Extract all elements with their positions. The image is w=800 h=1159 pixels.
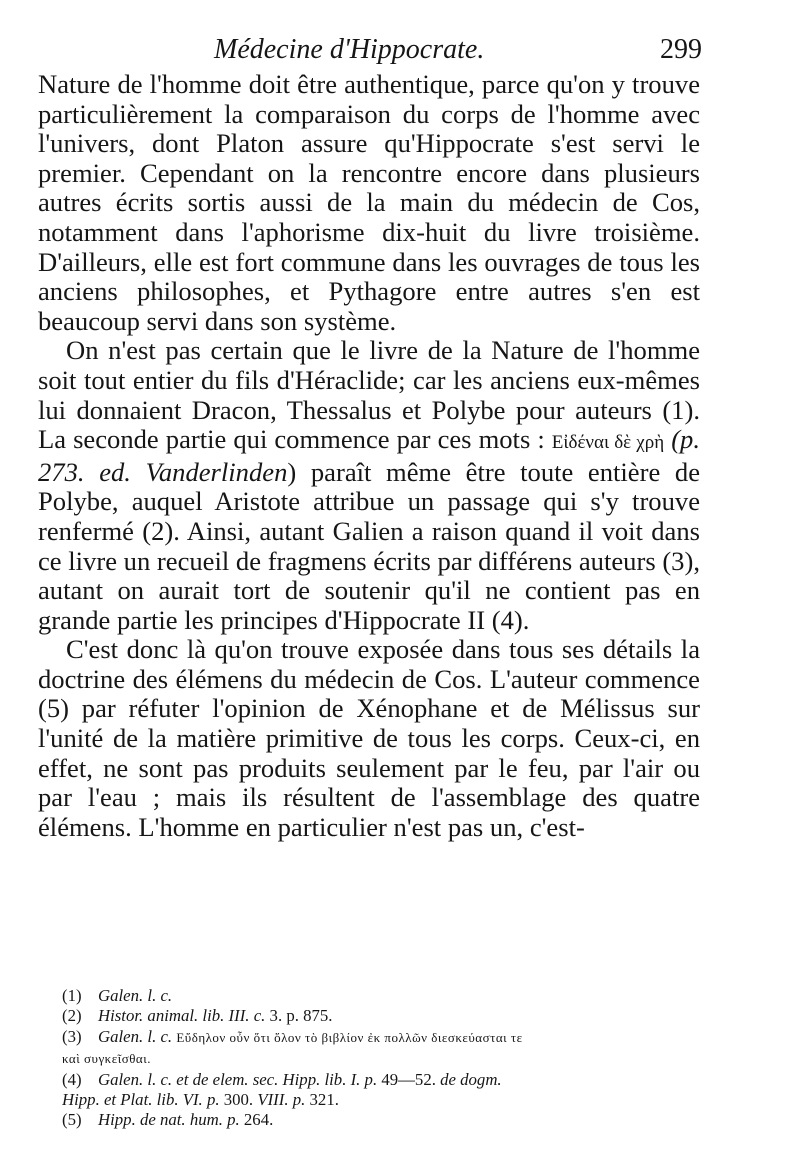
- footnote-locator-3: 321.: [309, 1090, 339, 1110]
- footnote-source: Galen. l. c.: [98, 986, 173, 1005]
- footnote-ref: (4): [62, 1069, 82, 1089]
- footnote-locator: 49—52.: [381, 1069, 436, 1089]
- citation-open: (p. 273.: [38, 424, 701, 487]
- footnote-source: Galen. l. c. et de elem. sec. Hipp. lib. I. p.: [98, 1069, 378, 1089]
- greek-quote: Εἰδέναι δὲ χρὴ: [551, 432, 665, 454]
- paragraph-2-text-a: On n'est pas certain que le livre de la Nature de l'homme soit tout entier du fils d'Héraclide; car les anciens eux-mêmes lui donnaient Dracon, Thessalus et Polybe pour auteurs (1). La seconde partie qui commence par ces mots :: [38, 335, 700, 455]
- footnote-source: Hipp. de nat. hum. p.: [98, 1110, 240, 1130]
- paragraph-2-text-b: ) paraît même être toute entière de Polybe, auquel Aristote attribue un passage qui s'y trouve renfermé (2). Ainsi, autant Galien a raison quand il voit dans ce livre un recueil de fragmens écrits par différens auteurs (3), autant on aurait tort de soutenir qu'il ne contient pas en grande partie les principes d'Hippocrate II (4).: [38, 456, 701, 635]
- footnote-2: [62, 1006, 700, 1026]
- footnote-ref: (2): [62, 1006, 82, 1026]
- footnote-3-continued: [62, 1048, 700, 1069]
- footnote-greek: Εὔδηλον οὖν ὅτι ὅλον τὸ βιβλίον ἐκ πολλῶν διεσκεύασται τε: [176, 1029, 523, 1045]
- footnote-locator: 3. p. 875.: [269, 1006, 333, 1026]
- paragraph-1: Nature de l'homme doit être authentique, parce qu'on y trouve particulièrement la comparaison du corps de l'homme avec l'univers, dont Platon assure qu'Hippocrate s'est servi le premier. Cependant on la rencontre encore dans plusieurs autres écrits sortis aussi de la main du médecin de Cos, notamment dans l'aphorisme dix-huit du livre troisième. D'ailleurs, elle est fort commune dans les ouvrages de tous les anciens philosophes, et Pythagore entre autres s'en est beaucoup servi dans son système.: [38, 69, 700, 336]
- footnote-greek-continued: καὶ συγκεῖσθαι.: [62, 1051, 151, 1067]
- running-title: Médecine d'Hippocrate.: [214, 34, 485, 65]
- footnote-source: Galen. l. c.: [98, 1026, 173, 1046]
- page-header: [38, 32, 700, 70]
- page-number: 299: [660, 34, 702, 65]
- footnote-ref: (1): [62, 986, 82, 1005]
- footnote-5: [62, 1110, 700, 1130]
- footnote-source-3: Hipp. et Plat. lib. VI. p.: [62, 1090, 220, 1110]
- footnote-ref: (3): [62, 1026, 82, 1046]
- footnote-source-4: VIII. p.: [257, 1090, 306, 1110]
- footnote-ref: (5): [62, 1110, 82, 1130]
- paragraph-3: C'est donc là qu'on trouve exposée dans tous ses détails la doctrine des élémens du médecin de Cos. L'auteur commence (5) par réfuter l'opinion de Xénophane et de Mélissus sur l'unité de la matière primitive de tous les corps. Ceux-ci, en effet, ne sont pas produits seulement par le feu, par l'air ou par l'eau ; mais ils résultent de l'assemblage des quatre élémens. L'homme en particulier n'est pas un, c'est-: [38, 634, 700, 842]
- footnote-4-continued: [62, 1090, 700, 1110]
- footnote-source-2: de dogm.: [440, 1069, 502, 1089]
- footnotes: [62, 986, 700, 1131]
- citation-edition: ed. Vanderlinden: [99, 456, 288, 487]
- footnote-1: [62, 986, 700, 1006]
- footnote-locator-2: 300.: [223, 1090, 254, 1110]
- paragraph-2: [38, 336, 700, 635]
- footnote-source: Histor. animal. lib. III. c.: [98, 1006, 266, 1026]
- body-text: [38, 70, 700, 842]
- footnote-4: [62, 1070, 700, 1090]
- footnote-locator: 264.: [243, 1110, 274, 1130]
- footnote-3: [62, 1027, 700, 1048]
